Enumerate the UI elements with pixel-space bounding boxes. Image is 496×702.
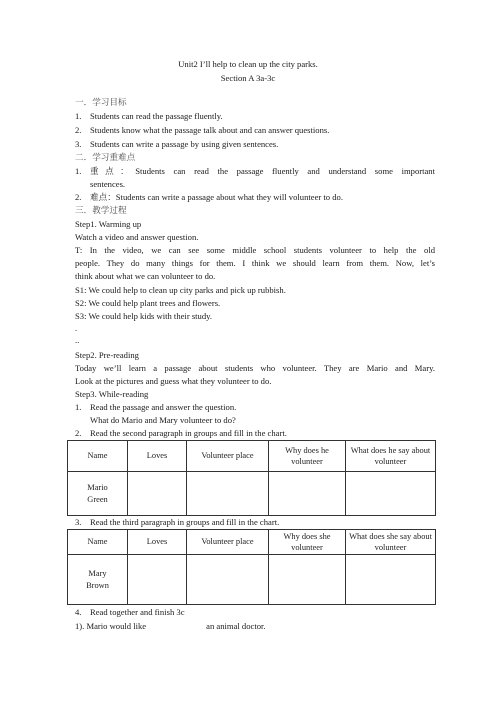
step1-heading: Step1. Warming up — [75, 219, 142, 229]
blank-cell[interactable] — [128, 555, 187, 605]
difficult-point-item: 难点：Students can write a passage about what they will volunteer to do. — [90, 192, 343, 202]
blank-cell[interactable] — [346, 472, 436, 516]
task-number: 1. — [75, 402, 82, 412]
ellipsis-mark: . — [75, 323, 78, 333]
table-header-cell: Volunteer place — [187, 441, 269, 472]
student-line: S1: We could help to clean up city parks and pick up rubbish. — [75, 285, 286, 295]
blank-cell[interactable] — [269, 472, 346, 516]
task-number: 3. — [75, 517, 82, 527]
step1-instruction: Watch a video and answer question. — [75, 232, 199, 242]
name-first: Mario — [87, 483, 108, 493]
blank-cell[interactable] — [128, 472, 187, 516]
table-header-cell: Name — [68, 530, 128, 555]
name-last: Brown — [86, 580, 109, 590]
table-header-row — [68, 530, 436, 555]
blank-cell[interactable] — [346, 555, 436, 605]
student-line: S3: We could help kids with their study. — [75, 311, 213, 321]
section-heading-key-points: 二．学习重难点 — [75, 152, 136, 162]
blank-cell[interactable] — [269, 555, 346, 605]
teacher-line: T: In the video, we can see some middle school students volunteer to help the old — [75, 245, 435, 255]
table-header-cell: Why does he volunteer — [269, 441, 346, 472]
table-header-row — [68, 441, 436, 472]
task-instruction: Read the third paragraph in groups and fill in the chart. — [90, 517, 280, 527]
key-point-number: 1. — [75, 166, 82, 176]
table-header-cell: Volunteer place — [187, 530, 269, 555]
table-header-cell: What does he say about volunteer — [346, 441, 436, 472]
page-subtitle: Section A 3a-3c — [220, 73, 276, 83]
difficult-point-number: 2. — [75, 192, 82, 202]
blank-cell[interactable] — [187, 472, 269, 516]
table-header-cell: Name — [68, 441, 128, 472]
table-header-cell: What does she say about volunteer — [346, 530, 436, 555]
name-first: Mary — [88, 569, 107, 579]
teacher-line: people. They do many things for them. I think we should learn from them. Now, let’s — [75, 258, 435, 268]
key-point-item-continued: sentences. — [90, 179, 126, 189]
table-header-cell: Loves — [128, 530, 187, 555]
step3-heading: Step3. While-reading — [75, 389, 149, 399]
name-cell — [68, 555, 128, 605]
objective-item: Students can read the passage fluently. — [90, 111, 223, 121]
key-point-item: 重点：Students can read the passage fluently and understand some important — [90, 166, 435, 176]
objective-number: 1. — [75, 111, 82, 121]
ellipsis-mark: .. — [75, 335, 80, 345]
step2-heading: Step2. Pre-reading — [75, 350, 139, 360]
objective-number: 3. — [75, 139, 82, 149]
exercise-text: 1). Mario would like — [75, 621, 147, 631]
pre-reading-text: Look at the pictures and guess what they volunteer to do. — [75, 376, 272, 386]
task-number: 2. — [75, 428, 82, 438]
task-number: 4. — [75, 607, 82, 617]
mario-chart-table — [67, 440, 436, 516]
pre-reading-text: Today we’ll learn a passage about students who volunteer. They are Mario and Mary. — [75, 363, 435, 373]
objective-item: Students can write a passage by using given sentences. — [90, 139, 279, 149]
exercise-text: an animal doctor. — [206, 621, 266, 631]
table-row — [68, 555, 436, 605]
table-row — [68, 472, 436, 516]
mary-chart-table — [67, 529, 436, 605]
objective-item: Students know what the passage talk about and can answer questions. — [90, 125, 330, 135]
student-line: S2: We could help plant trees and flowers. — [75, 298, 221, 308]
section-heading-objectives: 一．学习目标 — [75, 97, 127, 107]
task-instruction: Read the passage and answer the question. — [90, 402, 237, 412]
table-header-cell: Loves — [128, 441, 187, 472]
task-instruction: Read the second paragraph in groups and fill in the chart. — [90, 428, 287, 438]
name-cell — [68, 472, 128, 516]
table-header-cell: Why does she volunteer — [269, 530, 346, 555]
teacher-line: think about what we can volunteer to do. — [75, 271, 216, 281]
section-heading-procedure: 三．教学过程 — [75, 205, 127, 215]
page-title: Unit2 I’ll help to clean up the city parks. — [178, 59, 318, 69]
task-question: What do Mario and Mary volunteer to do? — [90, 415, 236, 425]
blank-cell[interactable] — [187, 555, 269, 605]
task-instruction: Read together and finish 3c — [90, 607, 185, 617]
exercise-line — [75, 622, 266, 631]
name-last: Green — [87, 494, 108, 504]
objective-number: 2. — [75, 125, 82, 135]
